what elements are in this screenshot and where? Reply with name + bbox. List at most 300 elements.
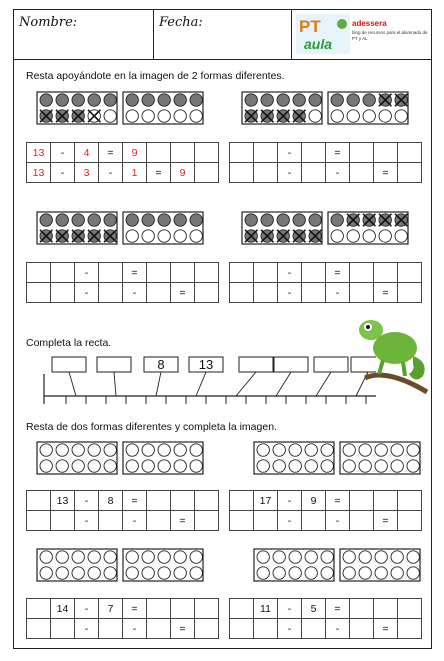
counter-circle <box>174 444 186 456</box>
counter-circle <box>407 567 419 579</box>
counter-circle <box>142 567 154 579</box>
number-box[interactable] <box>274 357 308 372</box>
counter-circle <box>257 567 269 579</box>
answer-cell[interactable] <box>398 599 422 619</box>
grid-cell: - <box>123 283 147 303</box>
counter-circle <box>142 214 154 226</box>
ten-frame-pair <box>241 91 409 125</box>
grid-cell: - <box>75 619 99 639</box>
answer-cell[interactable] <box>195 163 219 183</box>
answer-cell[interactable] <box>195 491 219 511</box>
ten-frame-pair <box>253 441 421 475</box>
counter-circle <box>174 94 186 106</box>
counter-circle <box>174 567 186 579</box>
counter-circle <box>309 110 321 122</box>
answer-cell[interactable] <box>99 511 123 531</box>
grid-cell: - <box>278 619 302 639</box>
counter-circle <box>359 460 371 472</box>
answer-cell[interactable] <box>195 283 219 303</box>
counter-circle <box>142 230 154 242</box>
counter-circle <box>305 551 317 563</box>
counter-circle <box>391 444 403 456</box>
counter-circle <box>407 460 419 472</box>
counter-circle <box>56 567 68 579</box>
counter-circle <box>289 567 301 579</box>
counter-circle <box>88 94 100 106</box>
logo-letters: PT <box>299 17 321 36</box>
counter-circle <box>359 567 371 579</box>
answer-cell[interactable] <box>230 491 254 511</box>
answer-cell[interactable] <box>99 263 123 283</box>
counter-circle <box>347 94 359 106</box>
counter-circle <box>331 214 343 226</box>
counter-circle <box>277 214 289 226</box>
counter-circle <box>343 567 355 579</box>
answer-cell[interactable] <box>254 619 278 639</box>
answer-cell[interactable] <box>254 283 278 303</box>
answer-cell[interactable] <box>27 263 51 283</box>
counter-circle <box>261 94 273 106</box>
answer-cell[interactable] <box>51 263 75 283</box>
grid-cell: - <box>75 599 99 619</box>
counter-circle <box>375 567 387 579</box>
connector-line <box>69 372 76 396</box>
instruction-1: Resta apoyándote en la imagen de 2 formas diferentes. <box>26 70 285 82</box>
grid-cell: - <box>278 283 302 303</box>
counter-circle <box>104 94 116 106</box>
answer-cell[interactable] <box>350 263 374 283</box>
grid-cell: = <box>123 599 147 619</box>
counter-circle <box>363 230 375 242</box>
grid-cell: = <box>374 283 398 303</box>
answer-grid <box>229 490 422 531</box>
counter-circle <box>104 460 116 472</box>
grid-row <box>27 511 219 531</box>
counter-circle <box>305 460 317 472</box>
answer-cell[interactable] <box>51 619 75 639</box>
ten-frame-pair <box>241 211 409 245</box>
counter-circle <box>56 214 68 226</box>
number-box[interactable] <box>52 357 86 372</box>
counter-circle <box>88 567 100 579</box>
counter-circle <box>289 551 301 563</box>
answer-grid <box>26 598 219 639</box>
counter-circle <box>245 94 257 106</box>
counter-circle <box>126 94 138 106</box>
counter-circle <box>126 230 138 242</box>
counter-circle <box>245 214 257 226</box>
counter-circle <box>321 551 333 563</box>
counter-circle <box>289 460 301 472</box>
grid-cell: - <box>278 599 302 619</box>
counter-circle <box>158 214 170 226</box>
chameleon-illustration <box>357 308 437 396</box>
counter-circle <box>142 460 154 472</box>
answer-cell[interactable] <box>230 511 254 531</box>
counter-circle <box>293 94 305 106</box>
counter-circle <box>72 214 84 226</box>
counter-circle <box>190 214 202 226</box>
counter-circle <box>40 551 52 563</box>
answer-cell[interactable] <box>27 283 51 303</box>
connector-line <box>156 372 161 396</box>
counter-circle <box>407 551 419 563</box>
date-label: Fecha: <box>159 15 203 30</box>
counter-circle <box>174 551 186 563</box>
answer-cell[interactable] <box>350 491 374 511</box>
grid-cell: - <box>278 263 302 283</box>
grid-cell: 3 <box>75 163 99 183</box>
counter-circle <box>407 444 419 456</box>
grid-cell: = <box>326 491 350 511</box>
answer-cell[interactable] <box>350 511 374 531</box>
counter-circle <box>72 551 84 563</box>
counter-circle <box>190 110 202 122</box>
grid-cell: 14 <box>51 599 75 619</box>
counter-circle <box>391 551 403 563</box>
answer-cell[interactable] <box>350 599 374 619</box>
connector-line <box>236 372 256 396</box>
grid-row <box>230 599 422 619</box>
grid-row <box>27 491 219 511</box>
counter-circle <box>40 460 52 472</box>
answer-cell[interactable] <box>398 491 422 511</box>
counter-circle <box>104 551 116 563</box>
counter-circle <box>158 444 170 456</box>
answer-cell[interactable] <box>302 511 326 531</box>
answer-cell[interactable] <box>302 143 326 163</box>
answer-cell[interactable] <box>230 143 254 163</box>
number-box[interactable] <box>314 357 348 372</box>
counter-circle <box>273 567 285 579</box>
ten-frame-pair <box>36 548 204 582</box>
answer-cell[interactable] <box>350 283 374 303</box>
grid-cell: = <box>171 511 195 531</box>
counter-circle <box>273 460 285 472</box>
answer-cell[interactable] <box>254 511 278 531</box>
counter-circle <box>142 94 154 106</box>
grid-cell: = <box>326 143 350 163</box>
answer-cell[interactable] <box>99 619 123 639</box>
counter-circle <box>158 551 170 563</box>
counter-circle <box>104 214 116 226</box>
counter-circle <box>375 444 387 456</box>
grid-cell: 9 <box>302 491 326 511</box>
counter-circle <box>190 94 202 106</box>
answer-cell[interactable] <box>302 163 326 183</box>
counter-circle <box>104 444 116 456</box>
grid-cell: = <box>374 163 398 183</box>
counter-circle <box>72 567 84 579</box>
answer-cell[interactable] <box>195 619 219 639</box>
grid-row <box>230 143 422 163</box>
answer-cell[interactable] <box>302 619 326 639</box>
ten-frame-pair <box>36 441 204 475</box>
grid-row <box>230 263 422 283</box>
logo-title: adessera <box>352 19 387 28</box>
counter-circle <box>40 567 52 579</box>
answer-cell[interactable] <box>27 491 51 511</box>
answer-cell[interactable] <box>398 263 422 283</box>
answer-cell[interactable] <box>254 143 278 163</box>
answer-cell[interactable] <box>230 163 254 183</box>
counter-circle <box>363 94 375 106</box>
grid-row <box>230 619 422 639</box>
answer-cell[interactable] <box>195 143 219 163</box>
counter-circle <box>126 551 138 563</box>
instruction-2: Completa la recta. <box>26 337 112 349</box>
answer-cell[interactable] <box>230 263 254 283</box>
grid-cell: 17 <box>254 491 278 511</box>
number-box[interactable] <box>97 357 131 372</box>
answer-cell[interactable] <box>51 283 75 303</box>
grid-row <box>27 163 219 183</box>
counter-circle <box>126 214 138 226</box>
answer-cell[interactable] <box>99 283 123 303</box>
counter-circle <box>40 444 52 456</box>
answer-cell[interactable] <box>147 491 171 511</box>
answer-cell[interactable] <box>171 491 195 511</box>
counter-circle <box>321 460 333 472</box>
answer-cell[interactable] <box>230 619 254 639</box>
answer-cell[interactable] <box>302 263 326 283</box>
answer-cell[interactable] <box>398 511 422 531</box>
answer-cell[interactable] <box>254 263 278 283</box>
counter-circle <box>375 551 387 563</box>
answer-cell[interactable] <box>147 619 171 639</box>
answer-cell[interactable] <box>27 511 51 531</box>
counter-circle <box>158 230 170 242</box>
counter-circle <box>142 110 154 122</box>
grid-cell: = <box>374 511 398 531</box>
answer-grid <box>229 262 422 303</box>
counter-circle <box>273 444 285 456</box>
counter-circle <box>395 230 407 242</box>
counter-circle <box>158 460 170 472</box>
logo-cell <box>292 10 431 59</box>
answer-cell[interactable] <box>374 143 398 163</box>
number-box-value: 8 <box>157 357 165 372</box>
answer-cell[interactable] <box>374 263 398 283</box>
counter-circle <box>395 110 407 122</box>
grid-cell: = <box>99 143 123 163</box>
answer-cell[interactable] <box>230 283 254 303</box>
connector-line <box>114 372 116 396</box>
answer-cell[interactable] <box>171 143 195 163</box>
grid-cell: 9 <box>123 143 147 163</box>
answer-cell[interactable] <box>195 263 219 283</box>
counter-circle <box>158 567 170 579</box>
counter-circle <box>174 110 186 122</box>
counter-circle <box>158 110 170 122</box>
grid-cell: 13 <box>27 163 51 183</box>
counter-circle <box>309 214 321 226</box>
counter-circle <box>88 460 100 472</box>
counter-circle <box>309 94 321 106</box>
answer-cell[interactable] <box>27 619 51 639</box>
counter-circle <box>56 551 68 563</box>
counter-circle <box>347 230 359 242</box>
counter-circle <box>305 444 317 456</box>
answer-cell[interactable] <box>171 263 195 283</box>
counter-circle <box>126 110 138 122</box>
example-grid <box>26 142 219 183</box>
answer-cell[interactable] <box>230 599 254 619</box>
counter-circle <box>359 444 371 456</box>
counter-circle <box>40 214 52 226</box>
grid-cell: 8 <box>99 491 123 511</box>
counter-circle <box>174 460 186 472</box>
header <box>13 9 432 60</box>
grid-row <box>230 511 422 531</box>
answer-grid <box>229 598 422 639</box>
instruction-3: Resta de dos formas diferentes y completa la imagen. <box>26 421 277 433</box>
answer-cell[interactable] <box>398 143 422 163</box>
answer-cell[interactable] <box>147 283 171 303</box>
answer-grid <box>26 490 219 531</box>
answer-cell[interactable] <box>302 283 326 303</box>
answer-cell[interactable] <box>398 283 422 303</box>
counter-circle <box>257 551 269 563</box>
answer-cell[interactable] <box>195 599 219 619</box>
counter-circle <box>190 444 202 456</box>
grid-row <box>27 263 219 283</box>
ten-frame-pair <box>36 211 204 245</box>
answer-cell[interactable] <box>147 599 171 619</box>
counter-circle <box>88 551 100 563</box>
answer-cell[interactable] <box>350 619 374 639</box>
counter-circle <box>158 94 170 106</box>
answer-cell[interactable] <box>147 143 171 163</box>
number-box[interactable] <box>239 357 273 372</box>
grid-cell: - <box>278 143 302 163</box>
ten-frame-pair <box>253 548 421 582</box>
grid-cell: 1 <box>123 163 147 183</box>
answer-cell[interactable] <box>254 163 278 183</box>
answer-grid <box>26 262 219 303</box>
counter-circle <box>347 110 359 122</box>
answer-cell[interactable] <box>147 511 171 531</box>
counter-circle <box>104 567 116 579</box>
grid-cell: 5 <box>302 599 326 619</box>
answer-cell[interactable] <box>350 163 374 183</box>
counter-circle <box>126 444 138 456</box>
date-cell <box>154 10 292 59</box>
number-box-value: 13 <box>198 357 214 372</box>
counter-circle <box>40 94 52 106</box>
counter-circle <box>321 567 333 579</box>
grid-cell: - <box>99 163 123 183</box>
counter-circle <box>56 444 68 456</box>
counter-circle <box>277 94 289 106</box>
grid-cell: - <box>326 283 350 303</box>
grid-cell: 13 <box>51 491 75 511</box>
grid-cell: - <box>326 163 350 183</box>
answer-cell[interactable] <box>51 511 75 531</box>
grid-row <box>230 491 422 511</box>
grid-cell: - <box>75 263 99 283</box>
counter-circle <box>391 567 403 579</box>
counter-circle <box>293 214 305 226</box>
answer-cell[interactable] <box>350 143 374 163</box>
answer-cell[interactable] <box>374 491 398 511</box>
grid-row <box>27 599 219 619</box>
grid-cell: = <box>326 263 350 283</box>
answer-cell[interactable] <box>171 599 195 619</box>
answer-cell[interactable] <box>195 511 219 531</box>
counter-circle <box>88 214 100 226</box>
counter-circle <box>142 551 154 563</box>
grid-cell: = <box>374 619 398 639</box>
grid-cell: - <box>51 163 75 183</box>
grid-cell: = <box>326 599 350 619</box>
counter-circle <box>331 230 343 242</box>
counter-circle <box>190 230 202 242</box>
connector-line <box>276 372 291 396</box>
grid-cell: - <box>278 491 302 511</box>
grid-cell: - <box>278 163 302 183</box>
counter-circle <box>363 110 375 122</box>
logo-word: aula <box>304 36 333 52</box>
counter-circle <box>379 230 391 242</box>
counter-circle <box>56 94 68 106</box>
counter-circle <box>126 567 138 579</box>
grid-row <box>230 163 422 183</box>
counter-circle <box>343 551 355 563</box>
counter-circle <box>257 444 269 456</box>
counter-circle <box>375 460 387 472</box>
grid-cell: 7 <box>99 599 123 619</box>
name-cell <box>14 10 154 59</box>
grid-cell: - <box>326 511 350 531</box>
grid-cell: 9 <box>171 163 195 183</box>
answer-cell[interactable] <box>398 163 422 183</box>
counter-circle <box>359 551 371 563</box>
counter-circle <box>190 460 202 472</box>
counter-circle <box>190 551 202 563</box>
grid-cell: 4 <box>75 143 99 163</box>
counter-circle <box>379 110 391 122</box>
answer-cell[interactable] <box>27 599 51 619</box>
counter-circle <box>174 214 186 226</box>
counter-circle <box>126 460 138 472</box>
grid-row <box>27 619 219 639</box>
grid-cell: - <box>123 511 147 531</box>
counter-circle <box>88 444 100 456</box>
counter-circle <box>261 214 273 226</box>
answer-cell[interactable] <box>374 599 398 619</box>
answer-cell[interactable] <box>398 619 422 639</box>
counter-circle <box>391 460 403 472</box>
grid-cell: 11 <box>254 599 278 619</box>
grid-row <box>27 283 219 303</box>
counter-circle <box>321 444 333 456</box>
grid-cell: - <box>278 511 302 531</box>
grid-cell: - <box>123 619 147 639</box>
counter-circle <box>72 94 84 106</box>
answer-cell[interactable] <box>147 263 171 283</box>
grid-cell: = <box>147 163 171 183</box>
grid-cell: - <box>75 491 99 511</box>
connector-line <box>196 372 206 396</box>
grid-cell: - <box>75 511 99 531</box>
counter-circle <box>56 460 68 472</box>
counter-circle <box>72 444 84 456</box>
ten-frame-pair <box>36 91 204 125</box>
counter-circle <box>343 460 355 472</box>
counter-circle <box>142 444 154 456</box>
grid-cell: = <box>171 619 195 639</box>
